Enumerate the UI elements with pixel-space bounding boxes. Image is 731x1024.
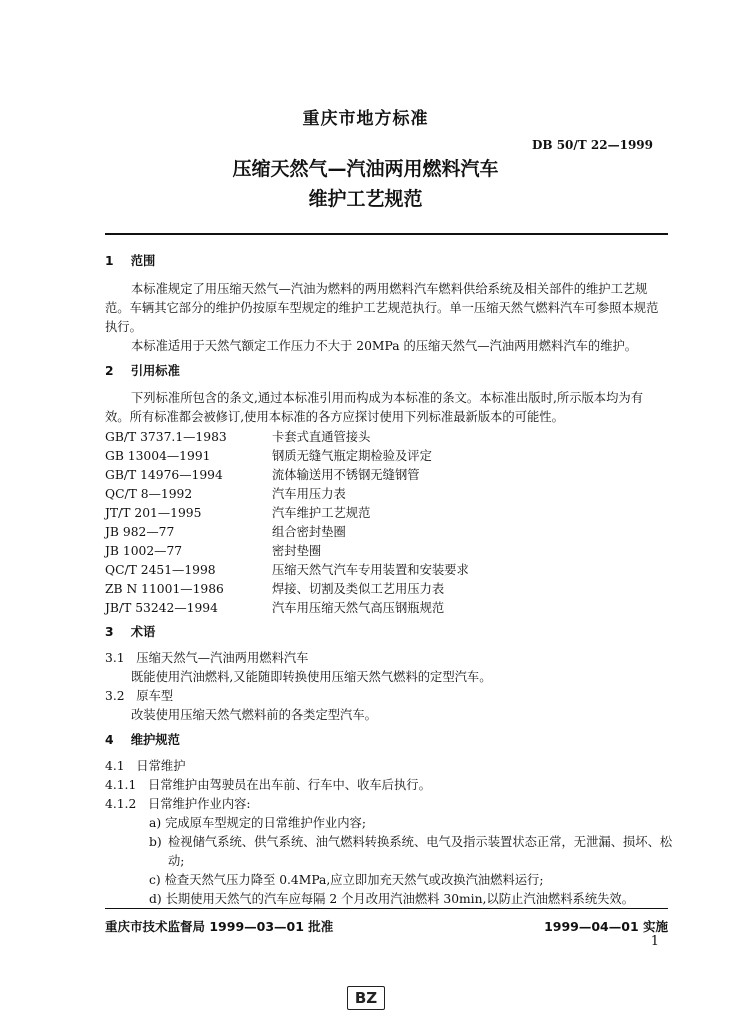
reference-code: GB 13004—1991: [105, 449, 211, 463]
list-item-text: 检查天然气压力降至 0.4MPa,应立即加充天然气或改换汽油燃料运行;: [164, 873, 544, 887]
term-3-2-heading: [105, 687, 173, 706]
page-number: 1: [650, 934, 659, 949]
list-item-label: d): [149, 892, 162, 906]
header-rule: [105, 233, 668, 235]
section-number: 4: [105, 733, 114, 747]
approval-note: 重庆市技术监督局 1999—03—01 批准: [105, 919, 334, 934]
reference-title: 密封垫圈: [272, 544, 322, 558]
reference-title: 流体输送用不锈钢无缝钢管: [272, 468, 420, 482]
reference-code: GB/T 3737.1—1983: [105, 430, 227, 444]
section-1-heading: [105, 252, 155, 271]
term-3-1-definition: 既能使用汽油燃料,又能随即转换使用压缩天然气燃料的定型汽车。: [131, 670, 492, 684]
section-title: 术语: [130, 625, 156, 639]
clause-number: 4.1.2: [105, 797, 137, 811]
term-number: 3.2: [105, 689, 125, 703]
reference-code: QC/T 8—1992: [105, 487, 193, 501]
section-number: 3: [105, 625, 114, 639]
section-2-text-line: 下列标准所包含的条文,通过本标准引用而构成为本标准的条文。本标准出版时,所示版本均为有: [131, 391, 643, 405]
term-title: 压缩天然气—汽油两用燃料汽车: [136, 651, 309, 665]
section-title: 引用标准: [130, 364, 180, 378]
clause-number: 4.1.1: [105, 778, 137, 792]
section-1-text-line: 范。车辆其它部分的维护仍按原车型规定的维护工艺规范执行。单一压缩天然气燃料汽车可参照本规范: [105, 301, 659, 315]
section-4-heading: [105, 731, 180, 750]
reference-code: JB/T 53242—1994: [105, 601, 218, 615]
list-item-label: c): [149, 873, 161, 887]
term-number: 3.1: [105, 651, 125, 665]
section-number: 1: [105, 254, 114, 268]
section-title: 范围: [130, 254, 156, 268]
term-3-1-heading: [105, 649, 308, 668]
list-item-text: 检视储气系统、供气系统、油气燃料转换系统、电气及指示装置状态正常，无泄漏、损坏、松动;: [168, 835, 673, 868]
clause-text: 日常维护作业内容:: [148, 797, 251, 811]
section-number: 2: [105, 364, 114, 378]
document-title-line1: 压缩天然气—汽油两用燃料汽车: [232, 158, 499, 180]
clause-4-1-2: [105, 795, 251, 814]
reference-code: JB 1002—77: [105, 544, 183, 558]
list-item: [149, 814, 366, 833]
issuing-org: 重庆市地方标准: [302, 109, 429, 129]
section-title: 维护规范: [130, 733, 180, 747]
list-item: [149, 871, 544, 890]
list-item-text: 长期使用天然气的汽车应每隔 2 个月改用汽油燃料 30min,以防止汽油燃料系统失效。: [165, 892, 635, 906]
standard-code: DB 50/T 22—1999: [531, 138, 653, 152]
effective-date: 1999—04—01 实施: [544, 919, 668, 934]
reference-code: JT/T 201—1995: [105, 506, 202, 520]
reference-title: 焊接、切割及类似工艺用压力表: [272, 582, 445, 596]
list-item-text: 完成原车型规定的日常维护作业内容;: [165, 816, 366, 830]
reference-title: 组合密封垫圈: [272, 525, 346, 539]
reference-title: 汽车用压力表: [272, 487, 346, 501]
clause-text: 日常维护由驾驶员在出车前、行车中、收车后执行。: [148, 778, 431, 792]
clause-4-1-1: [105, 776, 431, 795]
section-3-heading: [105, 623, 155, 642]
reference-code: GB/T 14976—1994: [105, 468, 223, 482]
list-item: [149, 890, 634, 909]
list-item-label-row: [149, 833, 162, 852]
footer-rule: [105, 908, 668, 909]
bz-logo: [347, 986, 385, 1010]
reference-title: 卡套式直通管接头: [272, 430, 371, 444]
term-3-2-definition: 改装使用压缩天然气燃料前的各类定型汽车。: [131, 708, 377, 722]
reference-title: 汽车维护工艺规范: [272, 506, 371, 520]
section-1-scope-line: 本标准适用于天然气额定工作压力不大于 20MPa 的压缩天然气—汽油两用燃料汽车的维护。: [131, 339, 638, 353]
section-1-text-line: 本标准规定了用压缩天然气—汽油为燃料的两用燃料汽车燃料供给系统及相关部件的维护工艺规: [131, 282, 648, 296]
section-1-text-line: 执行。: [105, 320, 142, 334]
section-2-heading: [105, 362, 180, 381]
list-item-label: a): [149, 816, 162, 830]
section-2-text-line: 效。所有标准都会被修订,使用本标准的各方应探讨使用下列标准最新版本的可能性。: [105, 410, 564, 424]
list-item-label: b): [149, 835, 162, 849]
reference-title: 钢质无缝气瓶定期检验及评定: [272, 449, 432, 463]
reference-code: ZB N 11001—1986: [105, 582, 224, 596]
subsection-number: 4.1: [105, 759, 125, 773]
reference-code: QC/T 2451—1998: [105, 563, 216, 577]
subsection-4-1-heading: [105, 757, 186, 776]
reference-title: 压缩天然气汽车专用装置和安装要求: [272, 563, 469, 577]
logo-text: BZ: [354, 989, 378, 1007]
term-title: 原车型: [136, 689, 174, 703]
reference-code: JB 982—77: [105, 525, 175, 539]
subsection-title: 日常维护: [136, 759, 186, 773]
document-title-line2: 维护工艺规范: [308, 188, 423, 210]
reference-title: 汽车用压缩天然气高压钢瓶规范: [272, 601, 445, 615]
